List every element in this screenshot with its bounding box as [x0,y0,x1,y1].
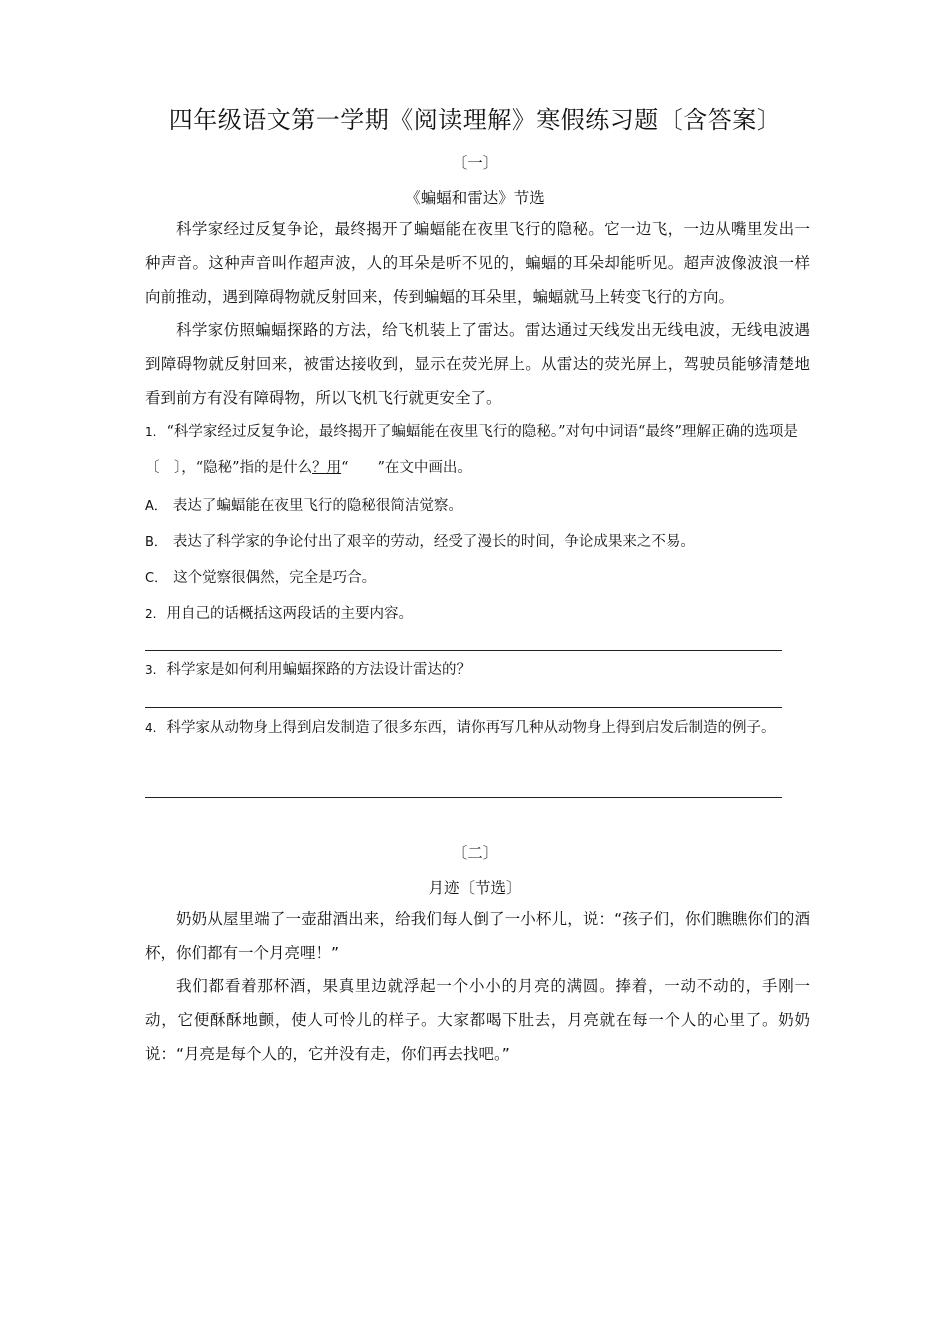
question-4-number: 4. [145,721,157,735]
question-3 [145,652,810,688]
question-4-text: 科学家从动物身上得到启发制造了很多东西，请你再写几种从动物身上得到启发后制造的例子。 [166,720,776,736]
question-4 [145,710,810,746]
section-1-paragraph-2: 科学家仿照蝙蝠探路的方法，给飞机装上了雷达。雷达通过天线发出无线电波，无线电波遇到障碍物就反射回来，被雷达接收到，显示在荧光屏上。从雷达的荧光屏上，驾驶员能够清楚地看到前方有没有障碍物，所以飞机飞行就更安全了。 [145,321,810,407]
option-a-letter: A． [145,499,167,514]
section-2-subtitle: 月迹〔节选〕 [428,879,522,897]
question-1-text: “科学家经过反复争论，最终揭开了蝙蝠能在夜里飞行的隐秘。”对句中词语“最终”理解正确的选项是〔 〕，“隐秘”指的是什么 [145,424,798,476]
section-1-heading: 〔一〕 [451,154,499,172]
question-2 [145,596,810,632]
option-b-letter: B． [145,535,167,550]
question-1-underlined: ？用 [312,460,342,476]
question-1 [145,414,810,486]
question-3-text: 科学家是如何利用蝙蝠探路的方法设计雷达的？ [166,662,471,678]
option-a-text: 表达了蝙蝠能在夜里飞行的隐秘很简洁觉察。 [172,498,463,514]
section-2-paragraph-1: 奶奶从屋里端了一壶甜酒出来，给我们每人倒了一小杯儿，说：“孩子们，你们瞧瞧你们的酒杯，你们都有一个月亮哩！” [145,910,810,962]
option-b [145,530,810,551]
question-1-number: 1. [145,425,157,439]
option-b-text: 表达了科学家的争论付出了艰辛的劳动，经受了漫长的时间，争论成果来之不易。 [172,534,695,550]
document-title: 四年级语文第一学期《阅读理解》寒假练习题〔含答案〕 [168,106,782,134]
question-3-number: 3. [145,663,157,677]
section-1-paragraph-1: 科学家经过反复争论，最终揭开了蝙蝠能在夜里飞行的隐秘。它一边飞，一边从嘴里发出一种声音。这种声音叫作超声波，人的耳朵是听不见的，蝙蝠的耳朵却能听见。超声波像波浪一样向前推动，遇到障碍物就反射回来，传到蝙蝠的耳朵里，蝙蝠就马上转变飞行的方向。 [145,220,810,306]
question-2-number: 2. [145,607,157,621]
section-1-subtitle: 《蝙蝠和雷达》节选 [405,189,545,207]
question-2-text: 用自己的话概括这两段话的主要内容。 [166,606,413,622]
option-c-text: 这个觉察很偶然，完全是巧合。 [173,570,377,586]
answer-line-3[interactable] [145,707,782,708]
question-1-text-end: “ ”在文中画出。 [341,460,472,476]
option-a [145,494,810,515]
option-c [145,566,810,587]
section-2-heading: 〔二〕 [451,844,499,862]
section-2-paragraph-2: 我们都看着那杯酒，果真里边就浮起一个小小的月亮的满圆。捧着，一动不动的，手刚一动，它便酥酥地颤，使人可怜儿的样子。大家都喝下肚去，月亮就在每一个人的心里了。奶奶说：“月亮是每个人的，它并没有走，你们再去找吧。” [145,977,810,1063]
answer-line-4[interactable] [145,797,782,798]
option-c-letter: C． [145,571,168,586]
answer-line-2[interactable] [145,650,782,651]
